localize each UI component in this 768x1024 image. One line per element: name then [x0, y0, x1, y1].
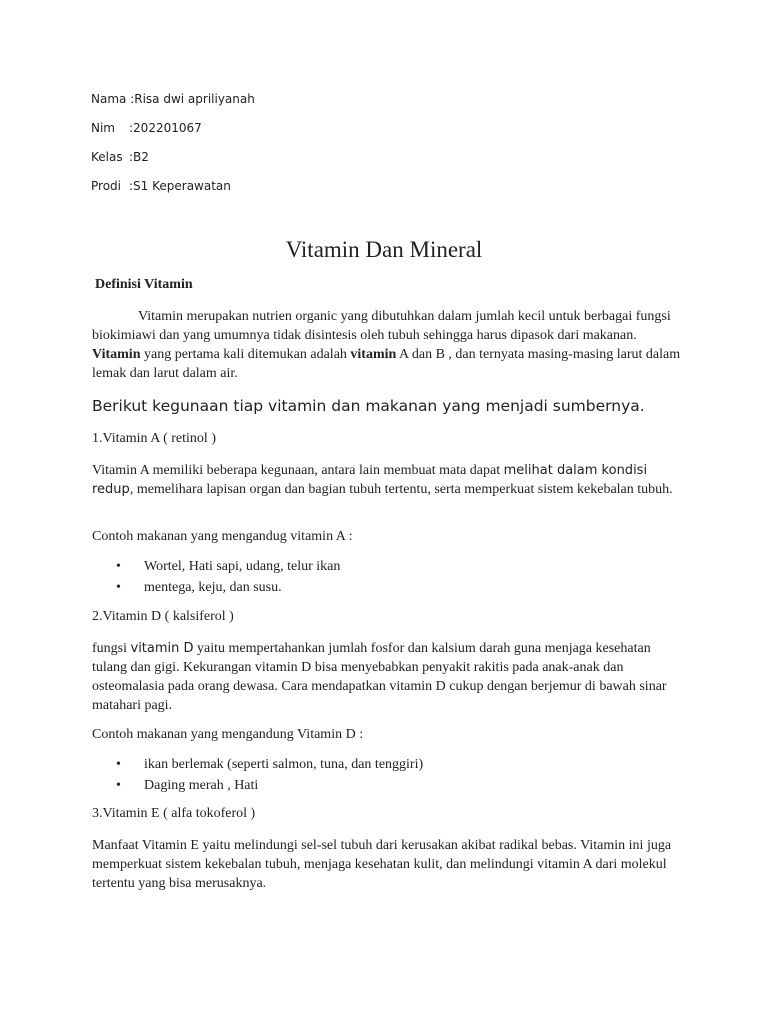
list-item-text: ikan berlemak (seperti salmon, tuna, dan tenggiri)	[144, 756, 424, 772]
identity-value: S1 Keperawatan	[133, 179, 231, 193]
vitamin-d-text-1: fungsi	[92, 641, 131, 656]
identity-key: Nama	[91, 92, 127, 106]
definition-text-1: Vitamin merupakan nutrien organic yang dibutuhkan dalam jumlah kecil untuk berbagai fungsi biokimiawi dan yang umumnya tidak disintesis oleh tubuh sehingga harus dipasok dari makanan.	[92, 309, 671, 343]
vitamin-d-food-list	[92, 754, 423, 796]
definition-bold-1: Vitamin	[92, 347, 141, 362]
identity-sep: :	[129, 179, 134, 193]
vitamin-a-food-label: Contoh makanan yang mengandug vitamin A :	[92, 529, 353, 544]
list-item-text: mentega, keju, dan susu.	[144, 579, 282, 595]
bullet-icon	[92, 580, 144, 596]
identity-key: Nim	[91, 121, 115, 135]
vitamin-a-paragraph	[92, 461, 682, 499]
definition-bold-2: vitamin	[350, 347, 397, 362]
vitamin-d-paragraph	[92, 639, 682, 715]
list-item	[92, 577, 340, 598]
definition-heading: Definisi Vitamin	[95, 277, 193, 292]
definition-paragraph	[92, 307, 682, 383]
vitamin-d-text-2: yaitu mempertahankan jumlah fosfor dan kalsium darah guna menjaga kesehatan tulang dan gigi. Kekurangan vitamin D bisa menyebabkan penyakit rakitis pada anak-anak dan osteomalasia pada orang dewasa. Cara mendapatkan vitamin D cukup dengan berjemur di bawah sinar matahari pagi.	[92, 641, 667, 713]
vitamin-a-text-1: Vitamin A memiliki beberapa kegunaan, antara lain membuat mata dapat	[92, 463, 504, 478]
identity-value: 202201067	[133, 121, 202, 135]
identity-value: B2	[133, 150, 149, 164]
vitamin-d-food-label: Contoh makanan yang mengandung Vitamin D :	[92, 727, 364, 742]
list-item-text: Wortel, Hati sapi, udang, telur ikan	[144, 558, 341, 574]
bullet-icon	[92, 778, 144, 794]
list-item	[92, 775, 423, 796]
identity-block	[91, 92, 255, 208]
identity-row-nim	[91, 121, 255, 150]
definition-text-2: yang pertama kali ditemukan adalah	[140, 347, 351, 362]
vitamin-a-highlight: melihat dalam kondisi redup	[92, 463, 648, 497]
vitamin-e-paragraph: Manfaat Vitamin E yaitu melindungi sel-sel tubuh dari kerusakan akibat radikal bebas. Vitamin ini juga memperkuat sistem kekebalan tubuh, menjaga kesehatan kulit, dan melindungi vitamin A dari molekul tertentu yang bisa merusaknya.	[92, 838, 672, 891]
list-item	[92, 556, 340, 577]
list-item-text: Daging merah , Hati	[144, 777, 259, 793]
vitamin-d-heading: 2.Vitamin D ( kalsiferol )	[92, 609, 234, 624]
vitamin-a-food-list	[92, 556, 340, 598]
document-title: Vitamin Dan Mineral	[285, 237, 483, 262]
identity-sep: :	[129, 150, 134, 164]
list-item	[92, 754, 423, 775]
identity-key: Prodi	[91, 179, 121, 193]
identity-sep: :	[130, 92, 135, 106]
identity-row-kelas	[91, 150, 255, 179]
definition-text-3: A dan B , dan ternyata masing-masing larut dalam lemak dan larut dalam air.	[92, 347, 681, 381]
section-subheading: Berikut kegunaan tiap vitamin dan makanan yang menjadi sumbernya.	[92, 397, 645, 415]
vitamin-d-highlight: vitamin D	[130, 641, 194, 656]
bullet-icon	[92, 757, 144, 773]
vitamin-e-heading: 3.Vitamin E ( alfa tokoferol )	[92, 806, 256, 821]
identity-value: Risa dwi apriliyanah	[134, 92, 255, 106]
vitamin-a-text-2: , memelihara lapisan organ dan bagian tubuh tertentu, serta memperkuat sistem kekebalan tubuh.	[129, 482, 673, 497]
identity-row-nama	[91, 92, 255, 121]
identity-row-prodi	[91, 179, 255, 208]
bullet-icon	[92, 559, 144, 575]
identity-sep: :	[129, 121, 134, 135]
identity-key: Kelas	[91, 150, 123, 164]
vitamin-a-heading: 1.Vitamin A ( retinol )	[92, 431, 216, 446]
